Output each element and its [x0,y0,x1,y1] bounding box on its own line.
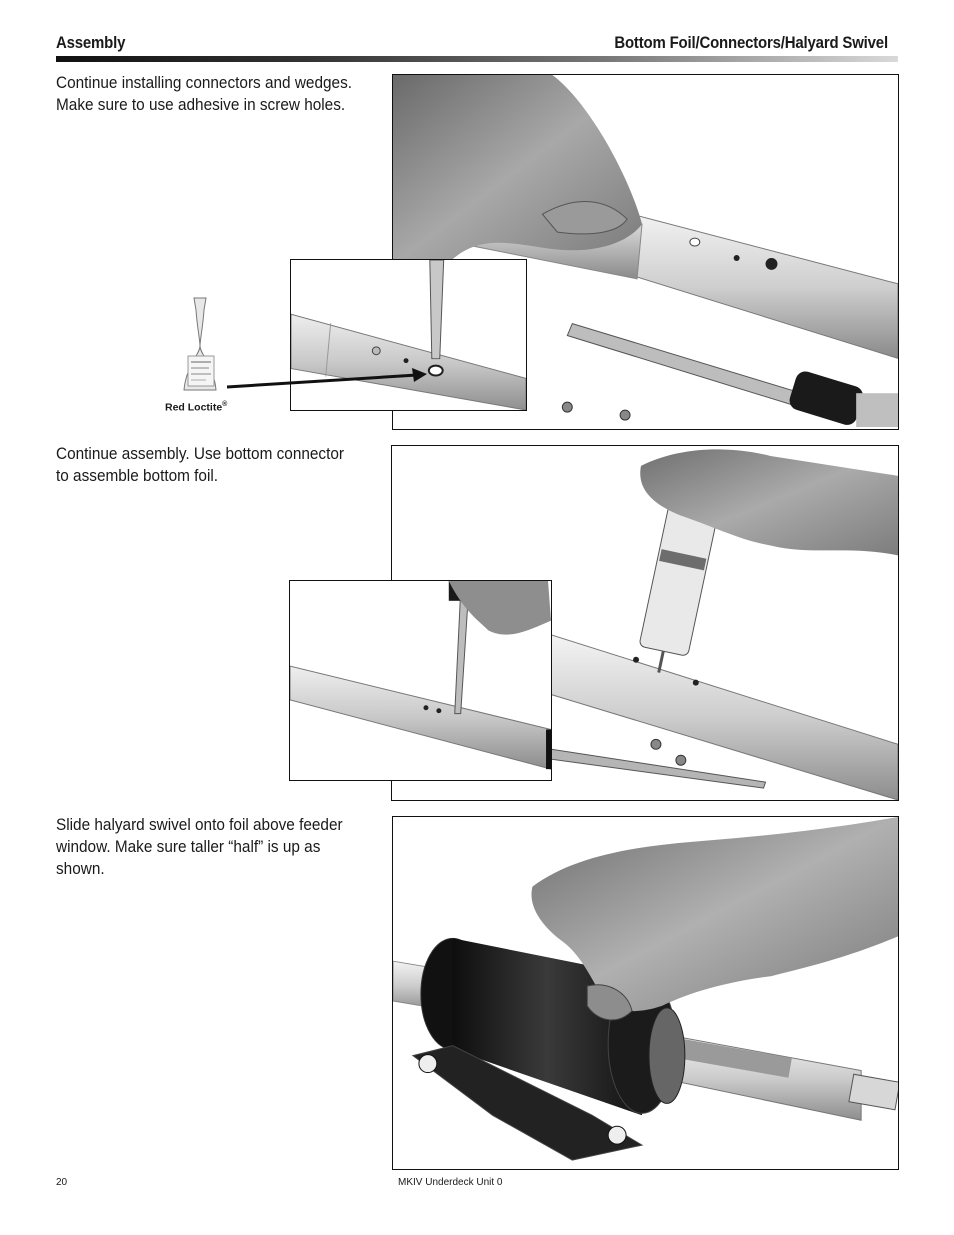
header-rule [56,56,898,62]
loctite-label: Red Loctite® [165,401,228,414]
step-2-text [56,443,363,487]
step-3-text [56,814,363,880]
section-title: Assembly [56,33,126,52]
topic-title: Bottom Foil/Connectors/Halyard Swivel [614,33,888,52]
document-title: MKIV Underdeck Unit 0 [398,1177,503,1188]
step-3-line-2: window. Make sure taller “half” is up as [56,838,321,856]
step-2-inset-photo [289,580,552,781]
step-1-line-1: Continue installing connectors and wedges. [56,74,353,92]
loctite-bottle-image [176,296,224,396]
step-3-line-3: shown. [56,860,105,878]
step-2-line-1: Continue assembly. Use bottom connector [56,445,345,463]
step-1-line-2: Make sure to use adhesive in screw holes. [56,96,346,114]
step-2-line-2: to assemble bottom foil. [56,467,219,485]
step-3-photo [392,816,899,1170]
page-number: 20 [56,1177,68,1188]
step-1-text [56,72,363,116]
step-3-line-1: Slide halyard swivel onto foil above feeder [56,816,343,834]
pointer-arrow-icon [222,360,432,400]
